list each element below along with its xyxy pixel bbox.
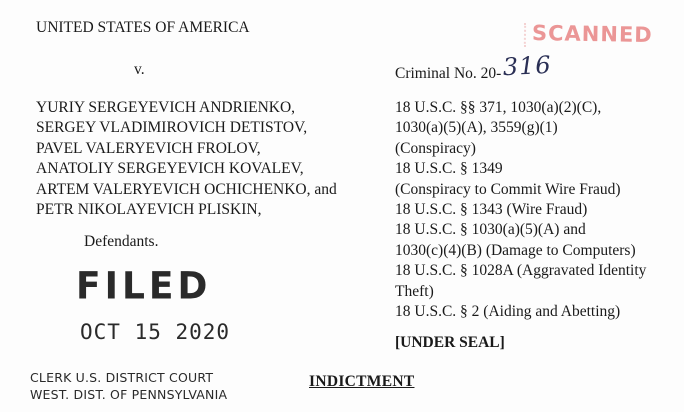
defendant-name: ANATOLIY SERGEYEVICH KOVALEV,	[36, 160, 304, 178]
defendants-label: Defendants.	[84, 233, 159, 250]
defendant-name: ARTEM VALERYEVICH OCHICHENKO, and	[36, 180, 337, 198]
plaintiff-name: UNITED STATES OF AMERICA	[36, 19, 250, 36]
clerk-stamp	[30, 369, 227, 403]
statute-line: (Conspiracy to Commit Wire Fraud)	[395, 180, 621, 198]
criminal-number	[395, 50, 553, 84]
statute-line: 18 U.S.C. § 1028A (Aggravated Identity	[395, 262, 647, 280]
defendant-name: PAVEL VALERYEVICH FROLOV,	[36, 139, 261, 157]
under-seal-note: [UNDER SEAL]	[395, 334, 505, 351]
statute-line: 1030(c)(4)(B) (Damage to Computers)	[395, 241, 636, 259]
versus-label: v.	[134, 61, 145, 78]
criminal-number-handwritten: 316	[502, 50, 553, 82]
statute-line: 18 U.S.C. § 1030(a)(5)(A) and	[395, 221, 586, 239]
filed-date-stamp: OCT 15 2020	[80, 320, 231, 344]
defendant-name: YURIY SERGEYEVICH ANDRIENKO,	[36, 99, 296, 116]
defendant-name: SERGEY VLADIMIROVICH DETISTOV,	[36, 119, 308, 137]
clerk-stamp-line: WEST. DIST. OF PENNSYLVANIA	[30, 387, 228, 402]
statute-line: 18 U.S.C. §§ 371, 1030(a)(2)(C),	[395, 99, 602, 116]
statute-line: 1030(a)(5)(A), 3559(g)(1)	[395, 119, 558, 137]
statute-line: 18 U.S.C. § 1343 (Wire Fraud)	[395, 200, 588, 218]
statute-line: Theft)	[395, 282, 434, 300]
defendants-list	[36, 98, 337, 220]
statute-line: 18 U.S.C. § 2 (Aiding and Abetting)	[395, 302, 621, 320]
scanned-stamp: SCANNED	[531, 20, 653, 48]
filed-stamp: FILED	[76, 264, 212, 309]
clerk-stamp-line: CLERK U.S. DISTRICT COURT	[30, 370, 214, 385]
criminal-number-label: Criminal No. 20-	[395, 65, 502, 82]
defendant-name: PETR NIKOLAYEVICH PLISKIN,	[36, 200, 262, 218]
document-title: INDICTMENT	[309, 373, 415, 390]
statute-line: 18 U.S.C. § 1349	[395, 160, 503, 178]
statutes-list	[395, 98, 646, 322]
statute-line: (Conspiracy)	[395, 139, 476, 157]
